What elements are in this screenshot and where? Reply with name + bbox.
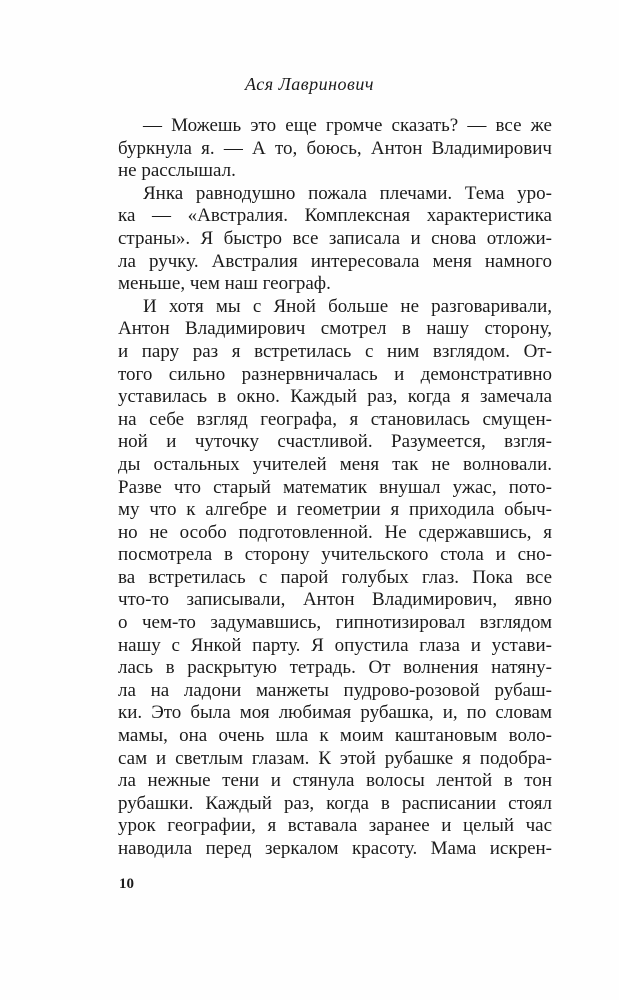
text-line: о чем-то задумавшись, гипнотизировал взглядом	[118, 612, 552, 634]
text-line: Янка равнодушно пожала плечами. Тема уро-	[143, 182, 552, 204]
text-line: посмотрела в сторону учительского стола и сно-	[118, 544, 552, 566]
text-line: страны». Я быстро все записала и снова отложи-	[118, 227, 552, 249]
text-line: меньше, чем наш географ.	[118, 273, 331, 295]
text-line: му что к алгебре и геометрии я приходила обыч-	[118, 499, 552, 521]
text-line: ки. Это была моя любимая рубашка, и, по словам	[118, 702, 552, 724]
text-line: ла на ладони манжеты пудрово-розовой рубаш-	[118, 679, 552, 701]
text-line: уставилась в окно. Каждый раз, когда я замечала	[118, 386, 552, 408]
text-line: лась в раскрытую тетрадь. От волнения натяну-	[118, 657, 552, 679]
text-line: И хотя мы с Яной больше не разговаривали,	[143, 295, 552, 317]
text-line: Антон Владимирович смотрел в нашу сторону,	[118, 318, 552, 340]
text-line: того сильно разнервничалась и демонстративно	[118, 363, 552, 385]
paragraph	[118, 183, 552, 296]
text-line: не расслышал.	[118, 160, 236, 182]
text-line: ва встретилась с парой голубых глаз. Пока все	[118, 566, 552, 588]
text-line: буркнула я. — А то, боюсь, Антон Владимирович	[118, 137, 552, 159]
page-number: 10	[119, 876, 134, 892]
paragraph	[118, 115, 552, 183]
text-line: ка — «Австралия. Комплексная характеристика	[118, 205, 552, 227]
text-line: нашу с Янкой парту. Я опустила глаза и устави-	[118, 634, 552, 656]
text-line: урок географии, я вставала заранее и целый час	[118, 815, 552, 837]
text-line: Разве что старый математик внушал ужас, пото-	[118, 476, 552, 498]
running-header-author: Ася Лавринович	[245, 74, 374, 94]
text-line: мамы, она очень шла к моим каштановым воло-	[118, 725, 552, 747]
text-line: ла нежные тени и стянула волосы лентой в тон	[118, 770, 552, 792]
paragraph	[118, 296, 552, 861]
text-line: на себе взгляд географа, я становилась смущен-	[118, 408, 552, 430]
text-line: и пару раз я встретилась с ним взглядом. От-	[118, 340, 552, 362]
text-line: рубашки. Каждый раз, когда в расписании стоял	[118, 792, 552, 814]
text-line: — Можешь это еще громче сказать? — все же	[143, 115, 552, 136]
text-line: но не особо подготовленной. Не сдержавшись, я	[118, 521, 552, 543]
text-line: ной и чуточку счастливой. Разумеется, взгля-	[118, 431, 552, 453]
text-line: сам и светлым глазам. К этой рубашке я подобра-	[118, 747, 552, 769]
text-line: ла ручку. Австралия интересовала меня намного	[118, 250, 552, 272]
text-line: что-то записывали, Антон Владимирович, явно	[118, 589, 552, 611]
text-line: наводила перед зеркалом красоту. Мама искрен-	[118, 838, 552, 859]
body-text	[118, 115, 552, 861]
text-line: ды остальных учителей меня так не волновали.	[118, 453, 552, 475]
